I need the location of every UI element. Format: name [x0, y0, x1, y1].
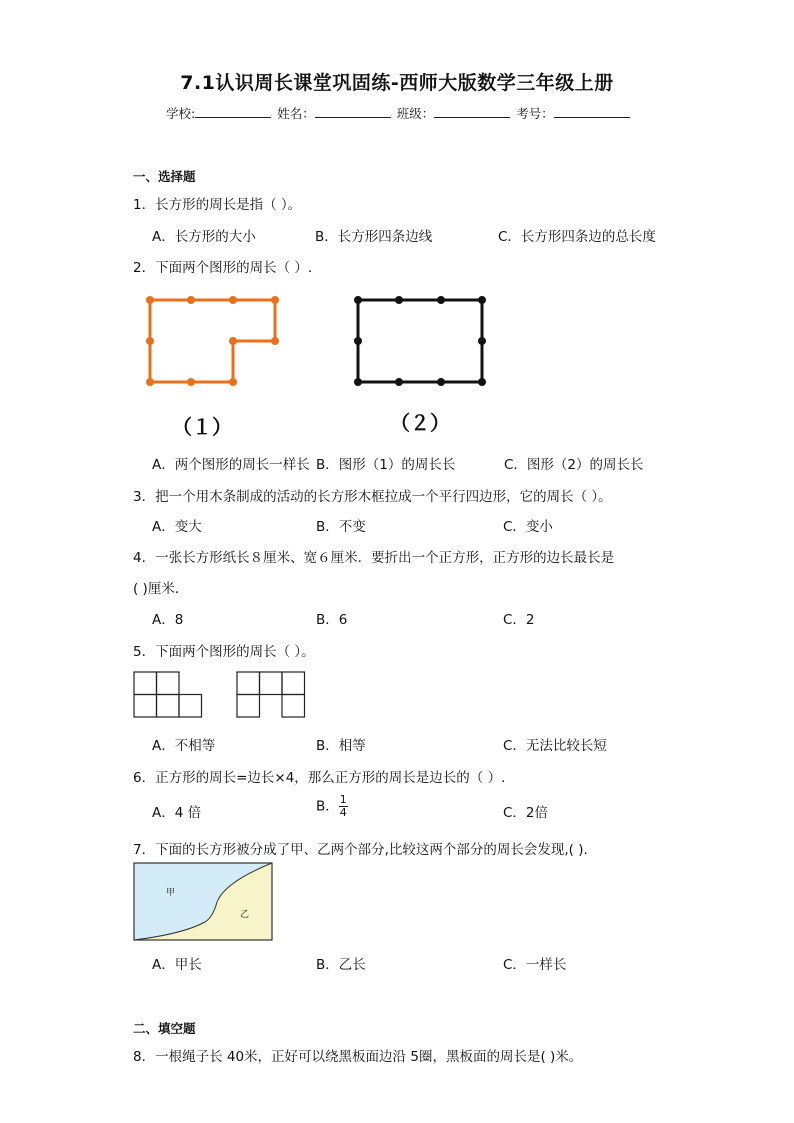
name-blank[interactable] [315, 105, 391, 118]
q7-rectangle-figure [133, 862, 275, 942]
q2-option-a[interactable]: A．两个图形的周长一样长 [152, 457, 310, 473]
q1-option-a[interactable]: A．长方形的大小 [152, 229, 256, 245]
q2-option-c[interactable]: C．图形（2）的周长长 [504, 457, 644, 473]
number-blank[interactable] [554, 105, 630, 118]
class-label: 班级： [396, 106, 435, 121]
q5-option-b[interactable]: B．相等 [316, 738, 366, 754]
q7-option-b[interactable]: B．乙长 [316, 957, 366, 973]
fraction-denominator: 4 [339, 806, 347, 819]
question-7-stem: 7．下面的长方形被分成了甲、乙两个部分,比较这两个部分的周长会发现,( ). [133, 842, 588, 858]
q2-option-b[interactable]: B．图形（1）的周长长 [316, 457, 456, 473]
label-yi: 乙 [240, 910, 250, 920]
page-title: 7.1认识周长课堂巩固练-西师大版数学三年级上册 [180, 72, 614, 94]
fraction-numerator: 1 [339, 793, 347, 806]
q2-caption-2: （２） [390, 411, 450, 435]
q5-option-c[interactable]: C．无法比较长短 [503, 738, 607, 754]
label-jia: 甲 [166, 888, 176, 898]
q1-option-b[interactable]: B．长方形四条边线 [315, 229, 433, 245]
class-blank[interactable] [434, 105, 510, 118]
question-4-stem-line1: 4．一张长方形纸长８厘米、宽６厘米．要折出一个正方形，正方形的边长最长是 [133, 550, 615, 566]
q6-option-b[interactable] [316, 794, 348, 819]
q3-option-b[interactable]: B．不变 [316, 519, 366, 535]
q3-option-a[interactable]: A．变大 [152, 519, 202, 535]
fraction-one-quarter [339, 794, 348, 819]
section-choice-heading: 一、选择题 [133, 169, 196, 184]
q5-figure-1 [133, 671, 205, 719]
question-5-stem: 5．下面两个图形的周长（ ）。 [133, 644, 315, 660]
q1-option-c[interactable]: C．长方形四条边的总长度 [498, 229, 656, 245]
q5-figure-2 [236, 671, 308, 719]
q4-option-c[interactable]: C．2 [503, 612, 535, 628]
q4-option-b[interactable]: B．6 [316, 612, 348, 628]
question-4-stem-line2: ( )厘米． [133, 581, 189, 597]
name-label: 姓名： [277, 106, 315, 121]
q2-figure-1 [140, 290, 290, 390]
q5-option-a[interactable]: A．不相等 [152, 738, 216, 754]
question-1-stem: 1．长方形的周长是指（ ）。 [133, 197, 302, 213]
q7-option-a[interactable]: A．甲长 [152, 957, 202, 973]
q6-option-c[interactable]: C．2倍 [503, 805, 549, 821]
q2-caption-1: （１） [172, 415, 232, 439]
number-label: 考号： [516, 106, 554, 121]
question-8-stem: 8．一根绳子长 40米，正好可以绕黑板面边沿 5圈，黑板面的周长是( )米。 [133, 1049, 583, 1065]
school-label: 学校: [166, 106, 196, 121]
question-6-stem: 6．正方形的周长=边长×4，那么正方形的周长是边长的（ ）. [133, 770, 506, 786]
school-blank[interactable] [195, 105, 271, 118]
q2-figure-2 [348, 290, 493, 390]
student-info-row [166, 104, 632, 122]
question-3-stem: 3．把一个用木条制成的活动的长方形木框拉成一个平行四边形，它的周长（ ）。 [133, 489, 612, 505]
question-2-stem: 2．下面两个图形的周长（ ）. [133, 260, 313, 276]
section-fill-heading: 二、填空题 [133, 1021, 196, 1036]
q3-option-c[interactable]: C．变小 [503, 519, 553, 535]
q6-option-b-prefix: B． [316, 798, 339, 815]
q6-option-a[interactable]: A．4 倍 [152, 805, 202, 821]
q7-option-c[interactable]: C．一样长 [503, 957, 567, 973]
q4-option-a[interactable]: A．8 [152, 612, 184, 628]
